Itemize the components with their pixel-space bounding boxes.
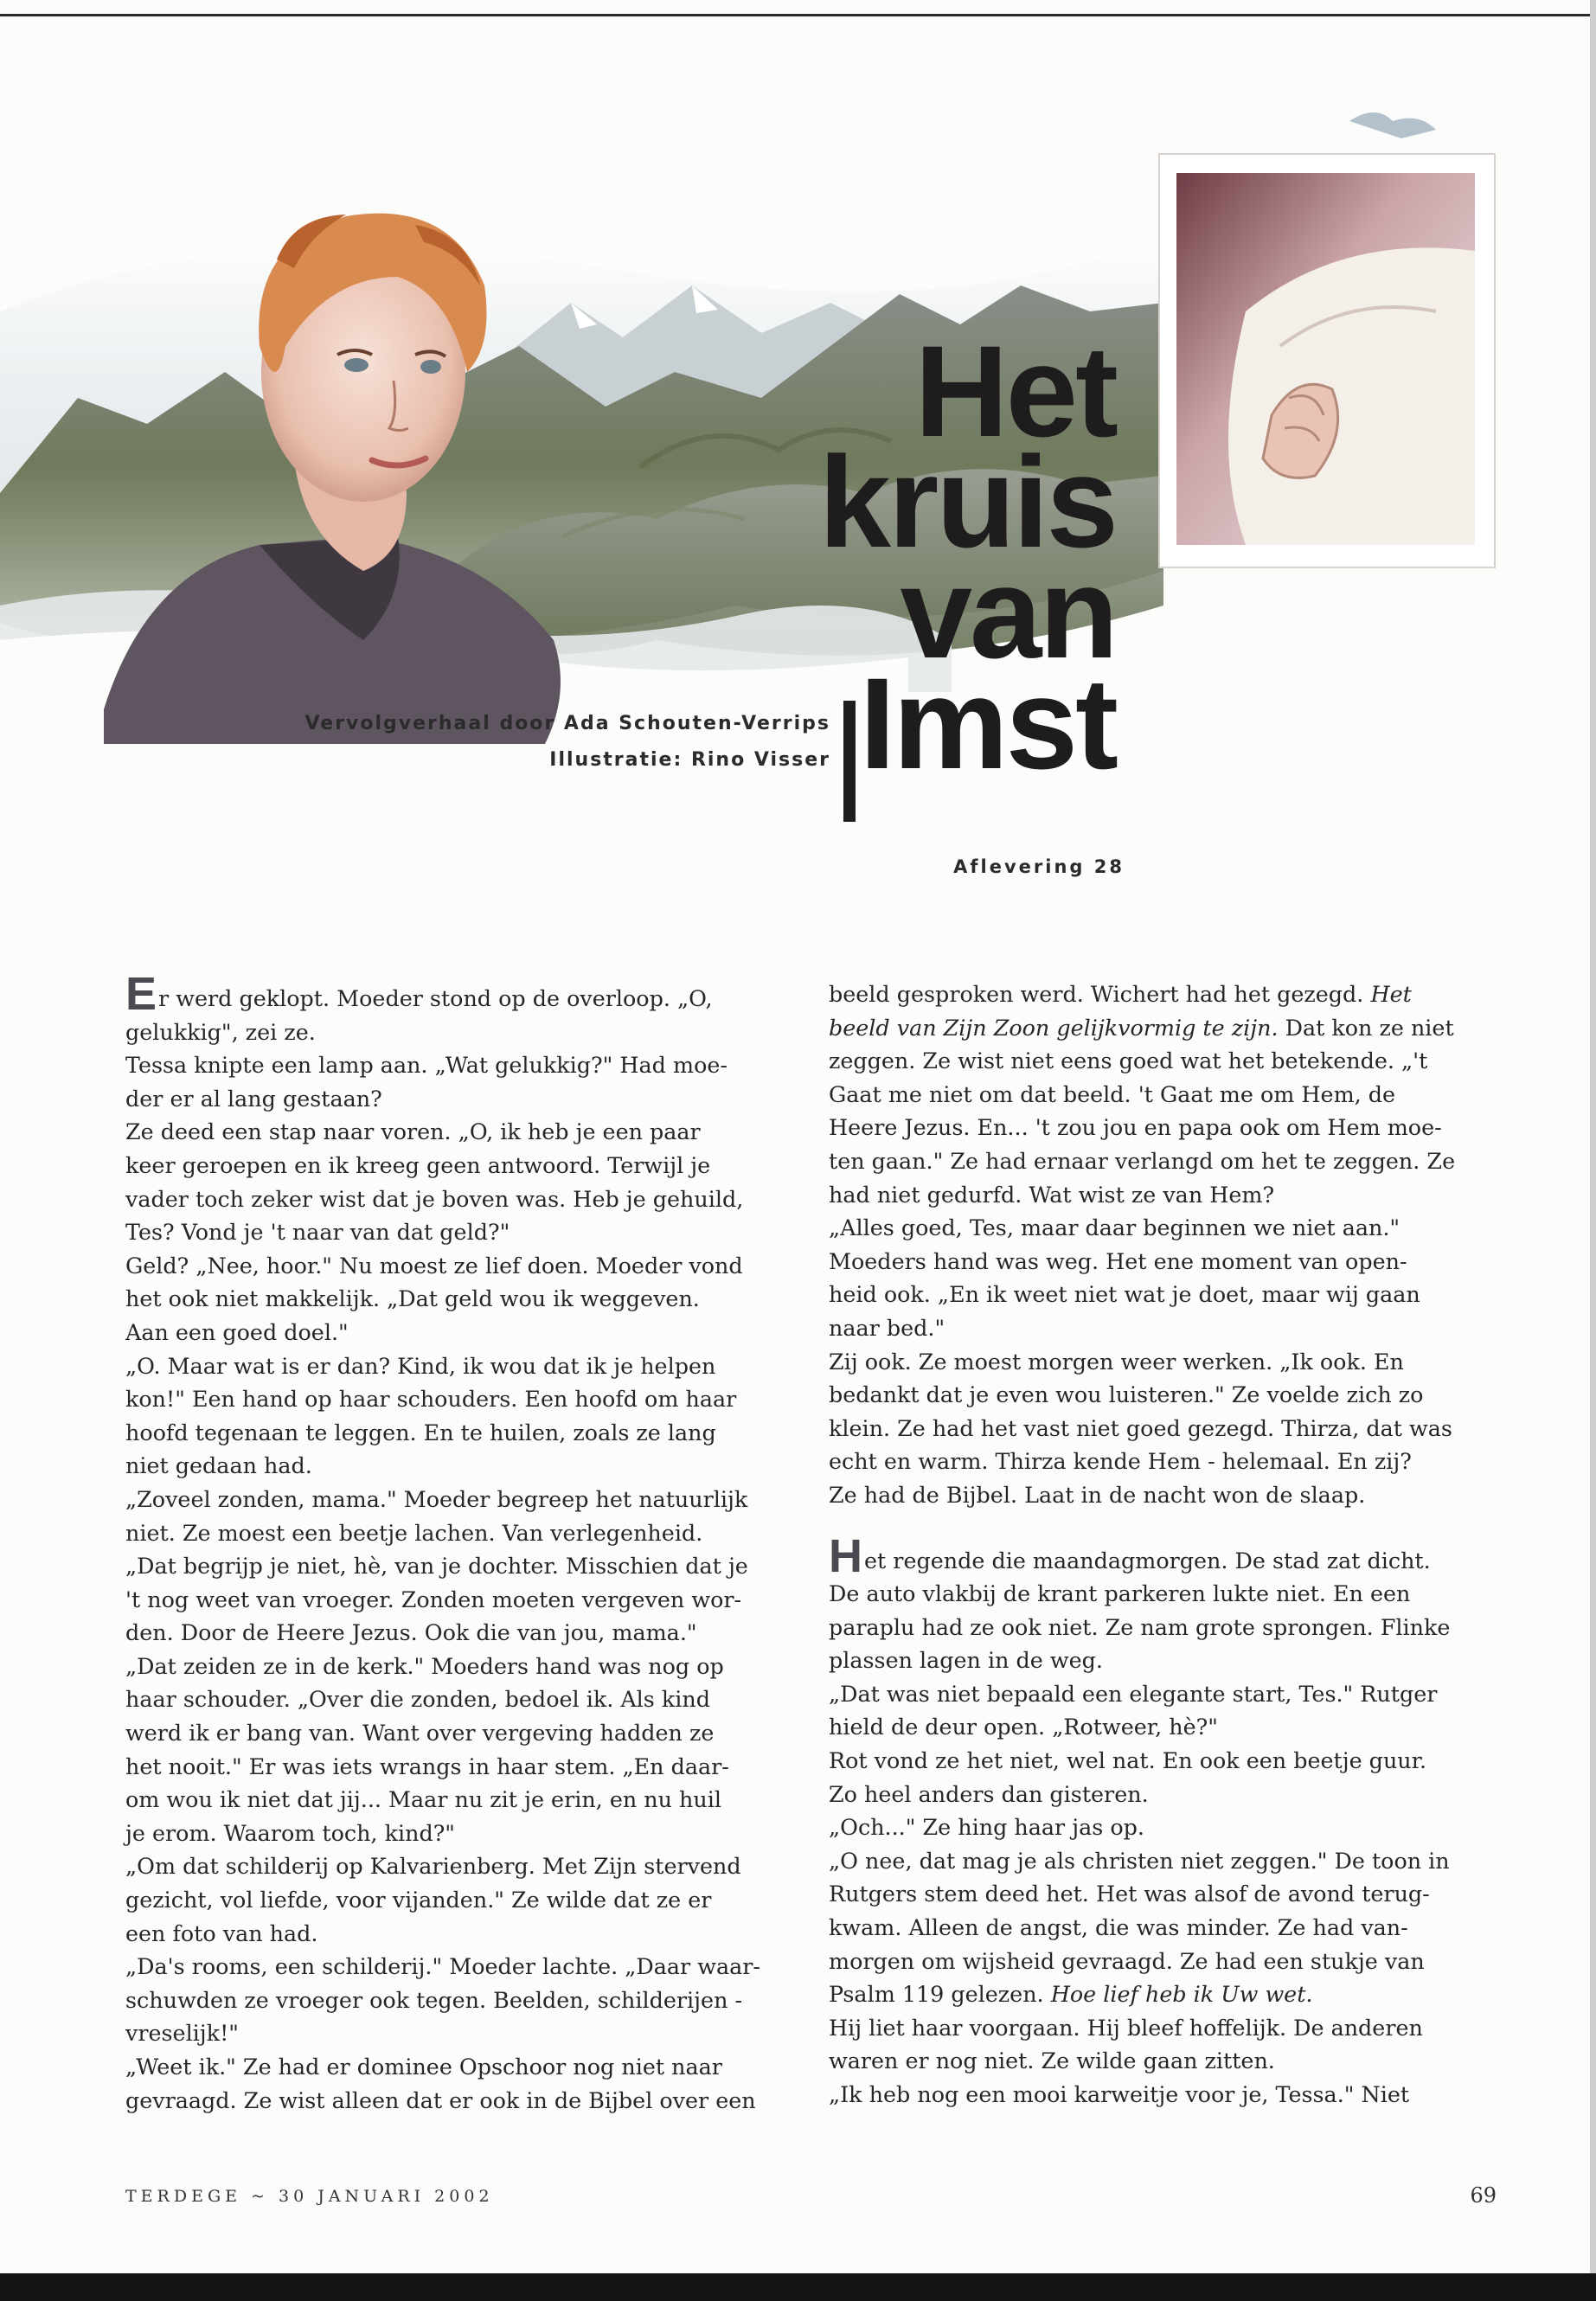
text-line: het nooit." Er was iets wrangs in haar stem. „En daar- (125, 1753, 729, 1779)
drop-cap: H (829, 1529, 862, 1582)
text-line: heid ook. „En ik weet niet wat je doet, maar wij gaan (829, 1281, 1420, 1308)
right-column (829, 977, 1514, 2112)
text-line: om wou ik niet dat jij... Maar nu zit je erin, en nu huil (125, 1786, 721, 1813)
text-line: „Ik heb nog een mooi karweitje voor je, Tessa." Niet (829, 2081, 1410, 2107)
landscape-illustration (0, 87, 1596, 761)
text-line: Ze deed een stap naar voren. „O, ik heb je een paar (125, 1118, 701, 1145)
text-line: gelukkig", zei ze. (125, 1018, 316, 1045)
text-line: r werd geklopt. Moeder stond op de overloop. „O, (158, 985, 713, 1011)
text-line: een foto van had. (125, 1920, 318, 1946)
paragraph (829, 1529, 1514, 1582)
text-line: „Zoveel zonden, mama." Moeder begreep het natuurlijk (125, 1485, 748, 1512)
text-line: „Da's rooms, een schilderij." Moeder lachte. „Daar waar- (125, 1953, 760, 1980)
text-line: Heere Jezus. En... 't zou jou en papa ook om Hem moe- (829, 1114, 1442, 1141)
text-line: vader toch zeker wist dat je boven was. Heb je gehuild, (125, 1185, 744, 1212)
episode-label: Aflevering 28 (953, 856, 1125, 877)
text-line: hield de deur open. „Rotweer, hè?" (829, 1714, 1218, 1740)
text-line: plassen lagen in de weg. (829, 1647, 1103, 1674)
text-line: klein. Ze had het vast niet goed gezegd. Thirza, dat was (829, 1414, 1452, 1441)
text-line: hoofd tegenaan te leggen. En te huilen, zoals ze lang (125, 1419, 716, 1445)
text-line: niet gedaan had. (125, 1452, 312, 1479)
text-line: „Weet ik." Ze had er dominee Opschoor nog niet naar (125, 2054, 722, 2080)
header-illustration (0, 87, 1596, 761)
text-line: werd ik er bang van. Want over vergeving hadden ze (125, 1720, 715, 1747)
text-line: echt en warm. Thirza kende Hem - helemaal. En zij? (829, 1448, 1412, 1475)
text-line: der er al lang gestaan? (125, 1085, 382, 1112)
text-line: je erom. Waarom toch, kind?" (125, 1819, 455, 1846)
title-rule (843, 701, 856, 822)
text-line: „Om dat schilderij op Kalvarienberg. Met Zijn stervend (125, 1853, 741, 1880)
text-line: naar bed." (829, 1314, 945, 1341)
text-line: „Dat was niet bepaald een elegante start, Tes." Rutger (829, 1680, 1438, 1707)
text-line: De auto vlakbij de krant parkeren lukte niet. En een (829, 1580, 1411, 1607)
text-line: gevraagd. Ze wist alleen dat er ook in de Bijbel over een (125, 2086, 756, 2113)
paragraph (125, 968, 811, 1020)
text-line: Zij ook. Ze moest morgen weer werken. „Ik ook. En (829, 1348, 1404, 1375)
text-line: waren er nog niet. Ze wilde gaan zitten. (829, 2048, 1275, 2074)
text-line: den. Door de Heere Jezus. Ook die van jou, mama." (125, 1619, 697, 1646)
author-credit: Vervolgverhaal door Ada Schouten-Verrips (304, 713, 830, 734)
text-line: gezicht, vol liefde, voor vijanden." Ze wilde dat ze er (125, 1887, 712, 1913)
text-line: „Dat begrijp je niet, hè, van je dochter. Misschien dat je (125, 1553, 748, 1580)
text-line: Geld? „Nee, hoor." Nu moest ze lief doen. Moeder vond (125, 1252, 743, 1279)
text-line: Psalm 119 gelezen. Hoe lief heb ik Uw wet. (829, 1981, 1313, 2008)
text-line: paraplu had ze ook niet. Ze nam grote sprongen. Flinke (829, 1613, 1451, 1640)
text-line: ten gaan." Ze had ernaar verlangd om het te zeggen. Ze (829, 1147, 1456, 1174)
text-line: Aan een goed doel." (125, 1318, 349, 1345)
text-line: „O. Maar wat is er dan? Kind, ik wou dat ik je helpen (125, 1352, 716, 1379)
text-line: keer geroepen en ik kreeg geen antwoord. Terwijl je (125, 1151, 711, 1178)
text-line: „Dat zeiden ze in de kerk." Moeders hand was nog op (125, 1652, 724, 1679)
text-line: vreselijk!" (125, 2020, 239, 2047)
text-line: had niet gedurfd. Wat wist ze van Hem? (829, 1181, 1275, 1208)
drop-cap: E (125, 968, 157, 1020)
text-line: niet. Ze moest een beetje lachen. Van verlegenheid. (125, 1519, 703, 1546)
text-line: haar schouder. „Over die zonden, bedoel ik. Als kind (125, 1686, 711, 1713)
top-rule (0, 14, 1596, 16)
text-line: Tessa knipte een lamp aan. „Wat gelukkig?" Had moe- (125, 1052, 727, 1079)
text-line: kwam. Alleen de angst, die was minder. Ze had van- (829, 1914, 1408, 1941)
text-line: Ze had de Bijbel. Laat in de nacht won de slaap. (829, 1481, 1366, 1508)
text-line: „O nee, dat mag je als christen niet zeggen." De toon in (829, 1847, 1450, 1874)
text-line: 't nog weet van vroeger. Zonden moeten vergeven wor- (125, 1586, 742, 1612)
text-line: beeld gesproken werd. Wichert had het gezegd. Het (829, 981, 1412, 1007)
text-line: kon!" Een hand op haar schouders. Een hoofd om haar (125, 1386, 737, 1413)
text-line: Moeders hand was weg. Het ene moment van open- (829, 1247, 1407, 1274)
article-credits (260, 706, 830, 779)
text-line: Rutgers stem deed het. Het was alsof de avond terug- (829, 1881, 1430, 1907)
text-line: Rot vond ze het niet, wel nat. En ook een beetje guur. (829, 1747, 1427, 1774)
illustrator-credit: Illustratie: Rino Visser (549, 749, 830, 771)
text-line: bedankt dat je even wou luisteren." Ze voelde zich zo (829, 1381, 1424, 1408)
text-line: et regende die maandagmorgen. De stad zat dicht. (864, 1547, 1431, 1574)
title-line: Imst (859, 651, 1116, 796)
text-line: „Och..." Ze hing haar jas op. (829, 1814, 1144, 1841)
text-line: Gaat me niet om dat beeld. 't Gaat me om Hem, de (829, 1080, 1396, 1107)
bottom-band (0, 2273, 1596, 2301)
text-line: Hij liet haar voorgaan. Hij bleef hoffelijk. De anderen (829, 2014, 1423, 2041)
title-line: kruis (818, 429, 1116, 574)
publication-footer: TERDEGE ~ 30 JANUARI 2002 (125, 2187, 494, 2206)
title-line: van (900, 540, 1116, 685)
text-line: beeld van Zijn Zoon gelijkvormig te zijn. Dat kon ze niet (829, 1014, 1454, 1041)
text-line: het ook niet makkelijk. „Dat geld wou ik weggeven. (125, 1285, 700, 1312)
text-line: „Alles goed, Tes, maar daar beginnen we niet aan." (829, 1215, 1401, 1241)
title-line: Het (914, 318, 1116, 464)
text-line: morgen om wijsheid gevraagd. Ze had een stukje van (829, 1947, 1425, 1974)
text-line: schuwden ze vroeger ook tegen. Beelden, schilderijen - (125, 1986, 743, 2013)
text-line: Tes? Vond je 't naar van dat geld?" (125, 1219, 510, 1246)
page-number: 69 (1470, 2183, 1497, 2208)
left-column (125, 968, 811, 2117)
text-line: zeggen. Ze wist niet eens goed wat het betekende. „'t (829, 1048, 1428, 1074)
text-line: Zo heel anders dan gisteren. (829, 1780, 1149, 1807)
